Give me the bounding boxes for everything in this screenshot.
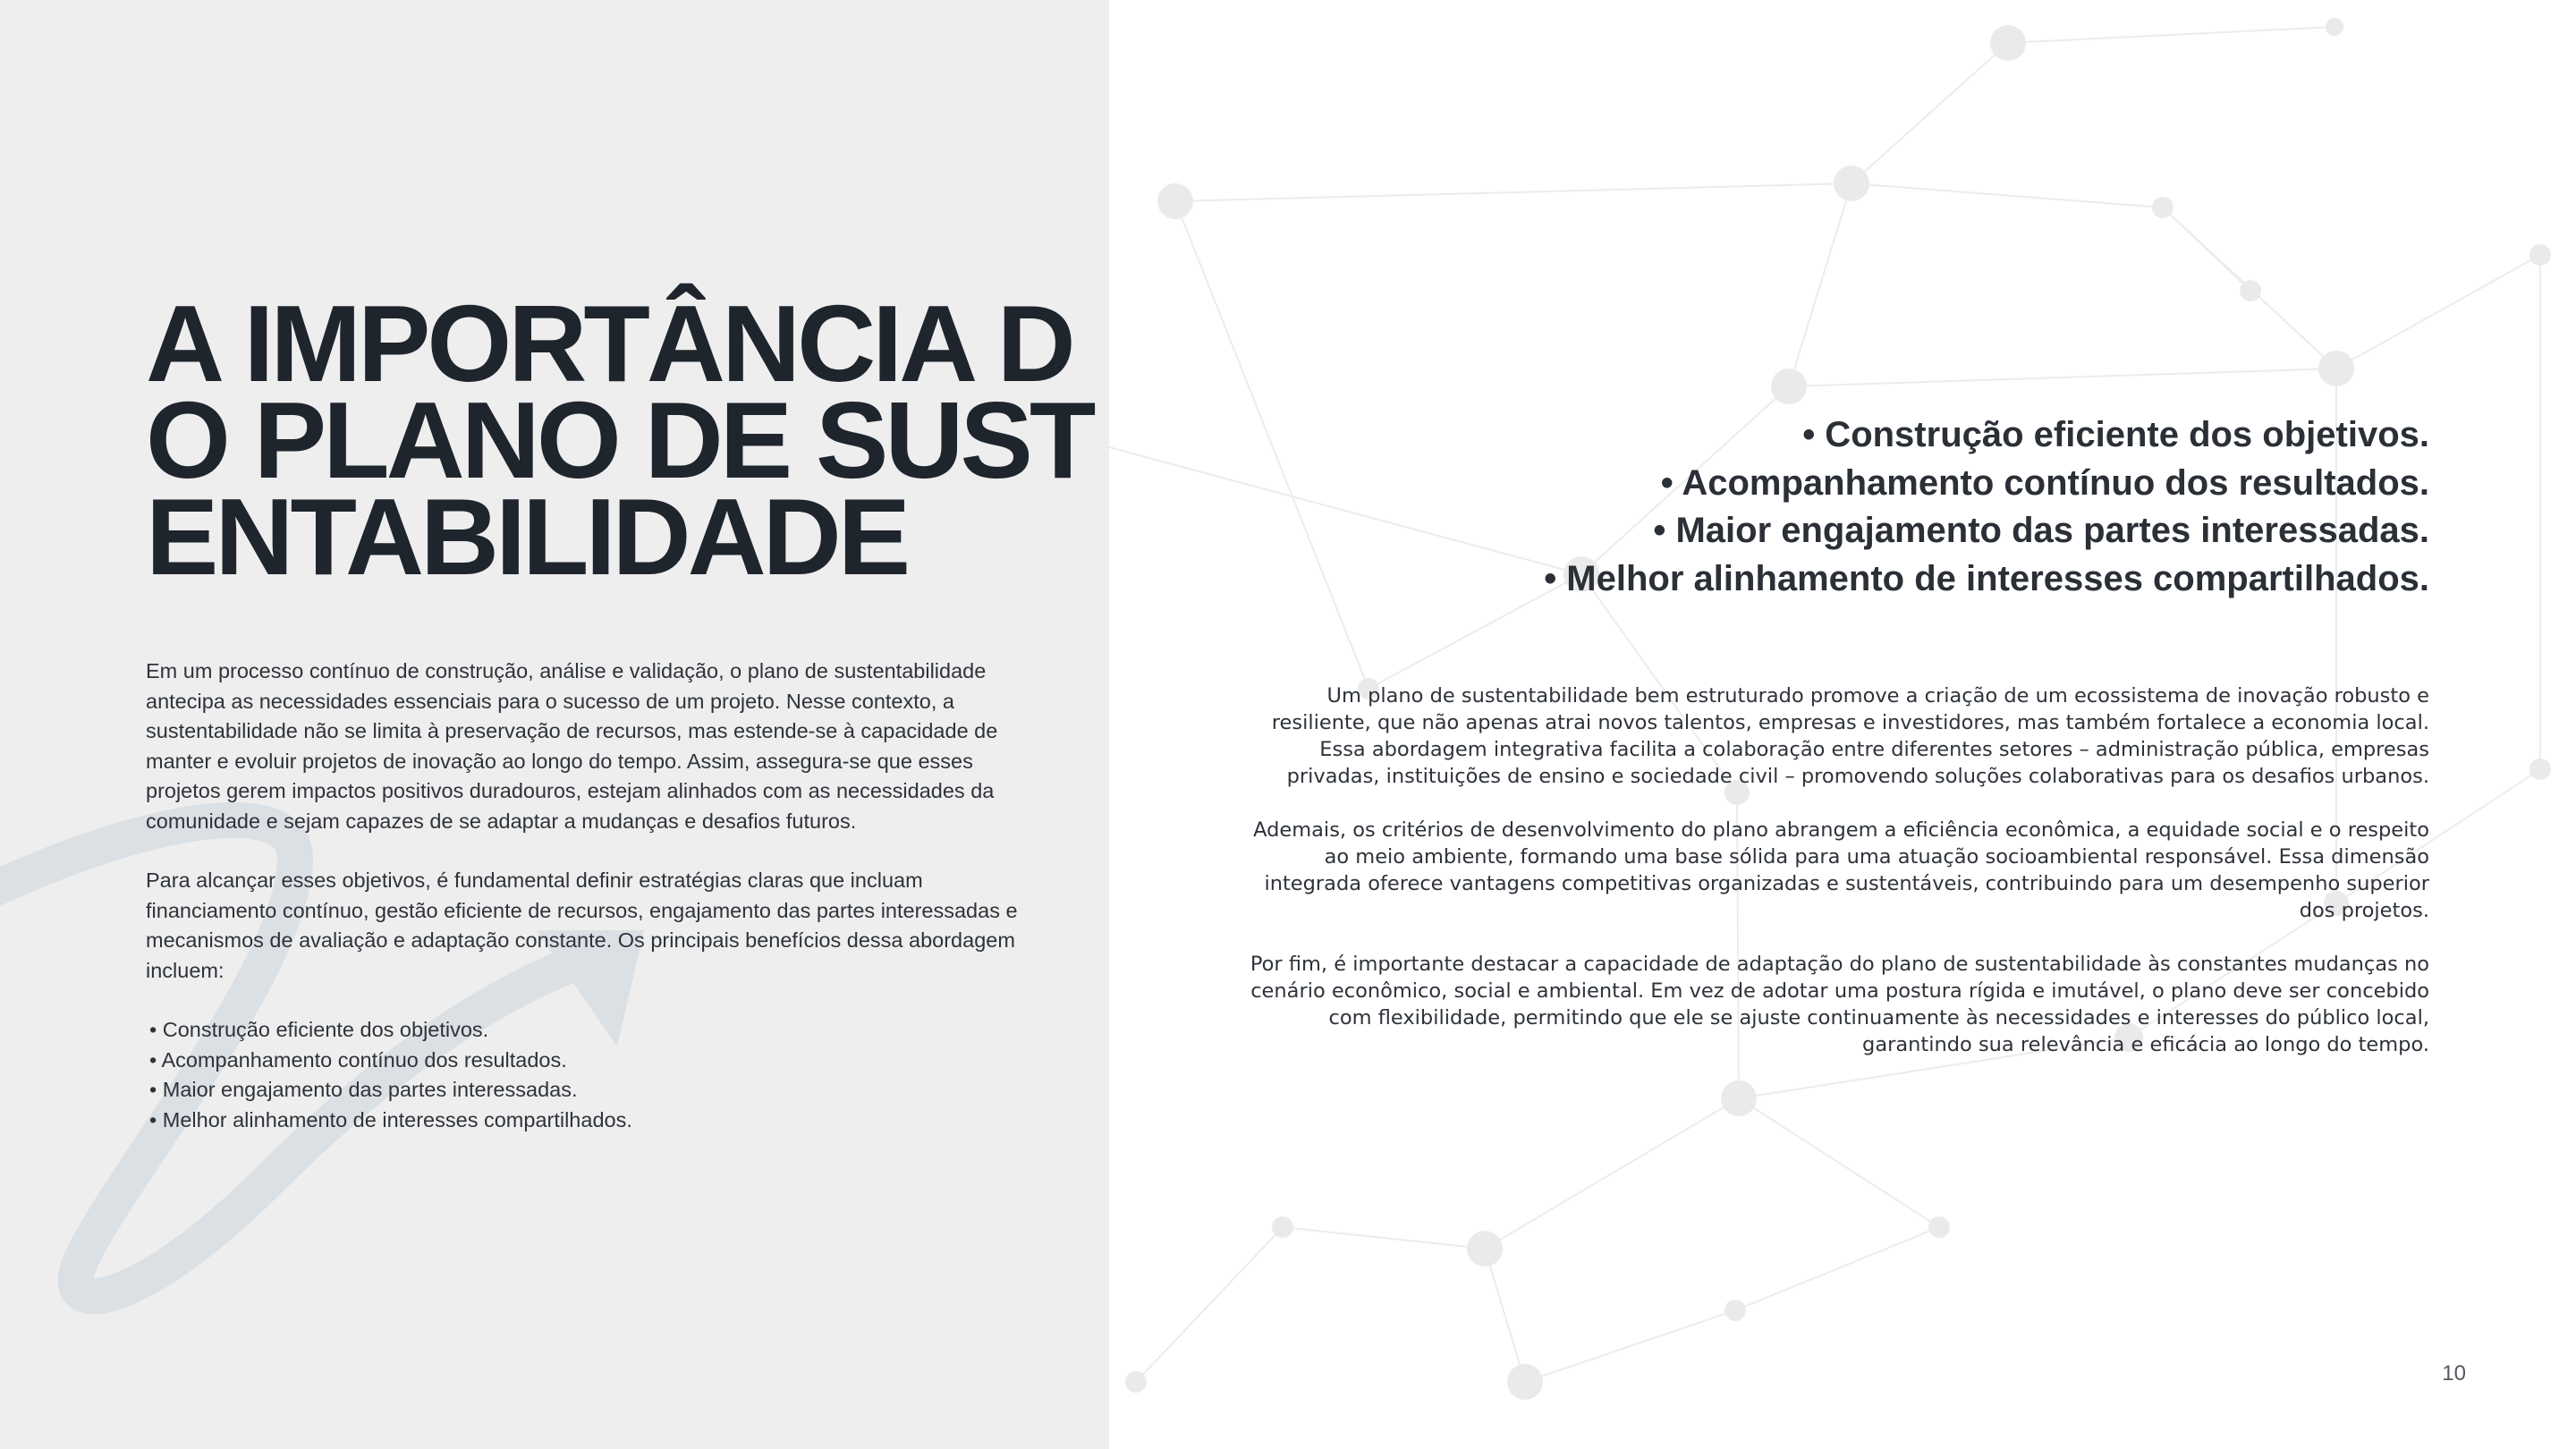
list-item: • Melhor alinhamento de interesses compartilhados. bbox=[149, 1107, 632, 1131]
right-paragraph: Por fim, é importante destacar a capacidade de adaptação do plano de sustentabilidade às constantes mudanças no cenário econômico, social e ambiental. Em vez de adotar uma postura rígida e imutável, o plano deve ser concebido com flexibilidade, permitindo que ele se ajuste continuamente às necessidades e interesses do público local, garantindo sua relevância e eficácia ao longo do tempo. bbox=[1250, 953, 2429, 1056]
list-item: • Maior engajamento das partes interessadas. bbox=[1653, 511, 2429, 550]
highlights-list bbox=[1356, 411, 2429, 603]
left-benefits-list bbox=[146, 1015, 1045, 1135]
right-paragraph: Ademais, os critérios de desenvolvimento do plano abrangem a eficiência econômica, a equidade social e o respeito ao meio ambiente, formando uma base sólida para uma atuação socioambiental responsável. Essa dimensão integrada oferece vantagens competitivas organizadas e sustentáveis, contribuindo para um desempenho superior dos projetos. bbox=[1253, 818, 2429, 922]
list-item: • Acompanhamento contínuo dos resultados. bbox=[1660, 462, 2429, 503]
page-title: A IMPORTÂNCIA DO PLANO DE SUSTENTABILIDADE bbox=[146, 283, 1093, 597]
left-body-text bbox=[146, 657, 1045, 1135]
right-body-text bbox=[1240, 682, 2429, 1085]
left-paragraph: Em um processo contínuo de construção, análise e validação, o plano de sustentabilidade antecipa as necessidades essenciais para o sucesso de um projeto. Nesse contexto, a sustentabilidade não se limita à preservação de recursos, mas estende-se à capacidade de manter e evoluir projetos de inovação ao longo do tempo. Assim, assegura-se que esses projetos gerem impactos positivos duradouros, estejam alinhados com as necessidades da comunidade e sejam capazes de se adaptar a mudanças e desafios futuros. bbox=[146, 659, 998, 833]
left-panel bbox=[0, 0, 1109, 1449]
list-item: • Maior engajamento das partes interessadas. bbox=[149, 1078, 578, 1101]
list-item: • Construção eficiente dos objetivos. bbox=[149, 1018, 489, 1041]
page-number: 10 bbox=[2442, 1361, 2466, 1385]
left-paragraph: Para alcançar esses objetivos, é fundamental definir estratégias claras que incluam financiamento contínuo, gestão eficiente de recursos, engajamento das partes interessadas e mecanismos de avaliação e adaptação constante. Os principais benefícios dessa abordagem incluem: bbox=[146, 869, 1018, 982]
list-item: • Construção eficiente dos objetivos. bbox=[1802, 415, 2429, 454]
list-item: • Melhor alinhamento de interesses compartilhados. bbox=[1544, 558, 2429, 598]
list-item: • Acompanhamento contínuo dos resultados. bbox=[149, 1047, 567, 1072]
right-paragraph: Um plano de sustentabilidade bem estruturado promove a criação de um ecossistema de inovação robusto e resiliente, que não apenas atrai novos talentos, empresas e investidores, mas também fortalece a economia local. Essa abordagem integrativa facilita a colaboração entre diferentes setores – administração pública, empresas privadas, instituições de ensino e sociedade civil – promovendo soluções colaborativas para os desafios urbanos. bbox=[1271, 684, 2429, 788]
